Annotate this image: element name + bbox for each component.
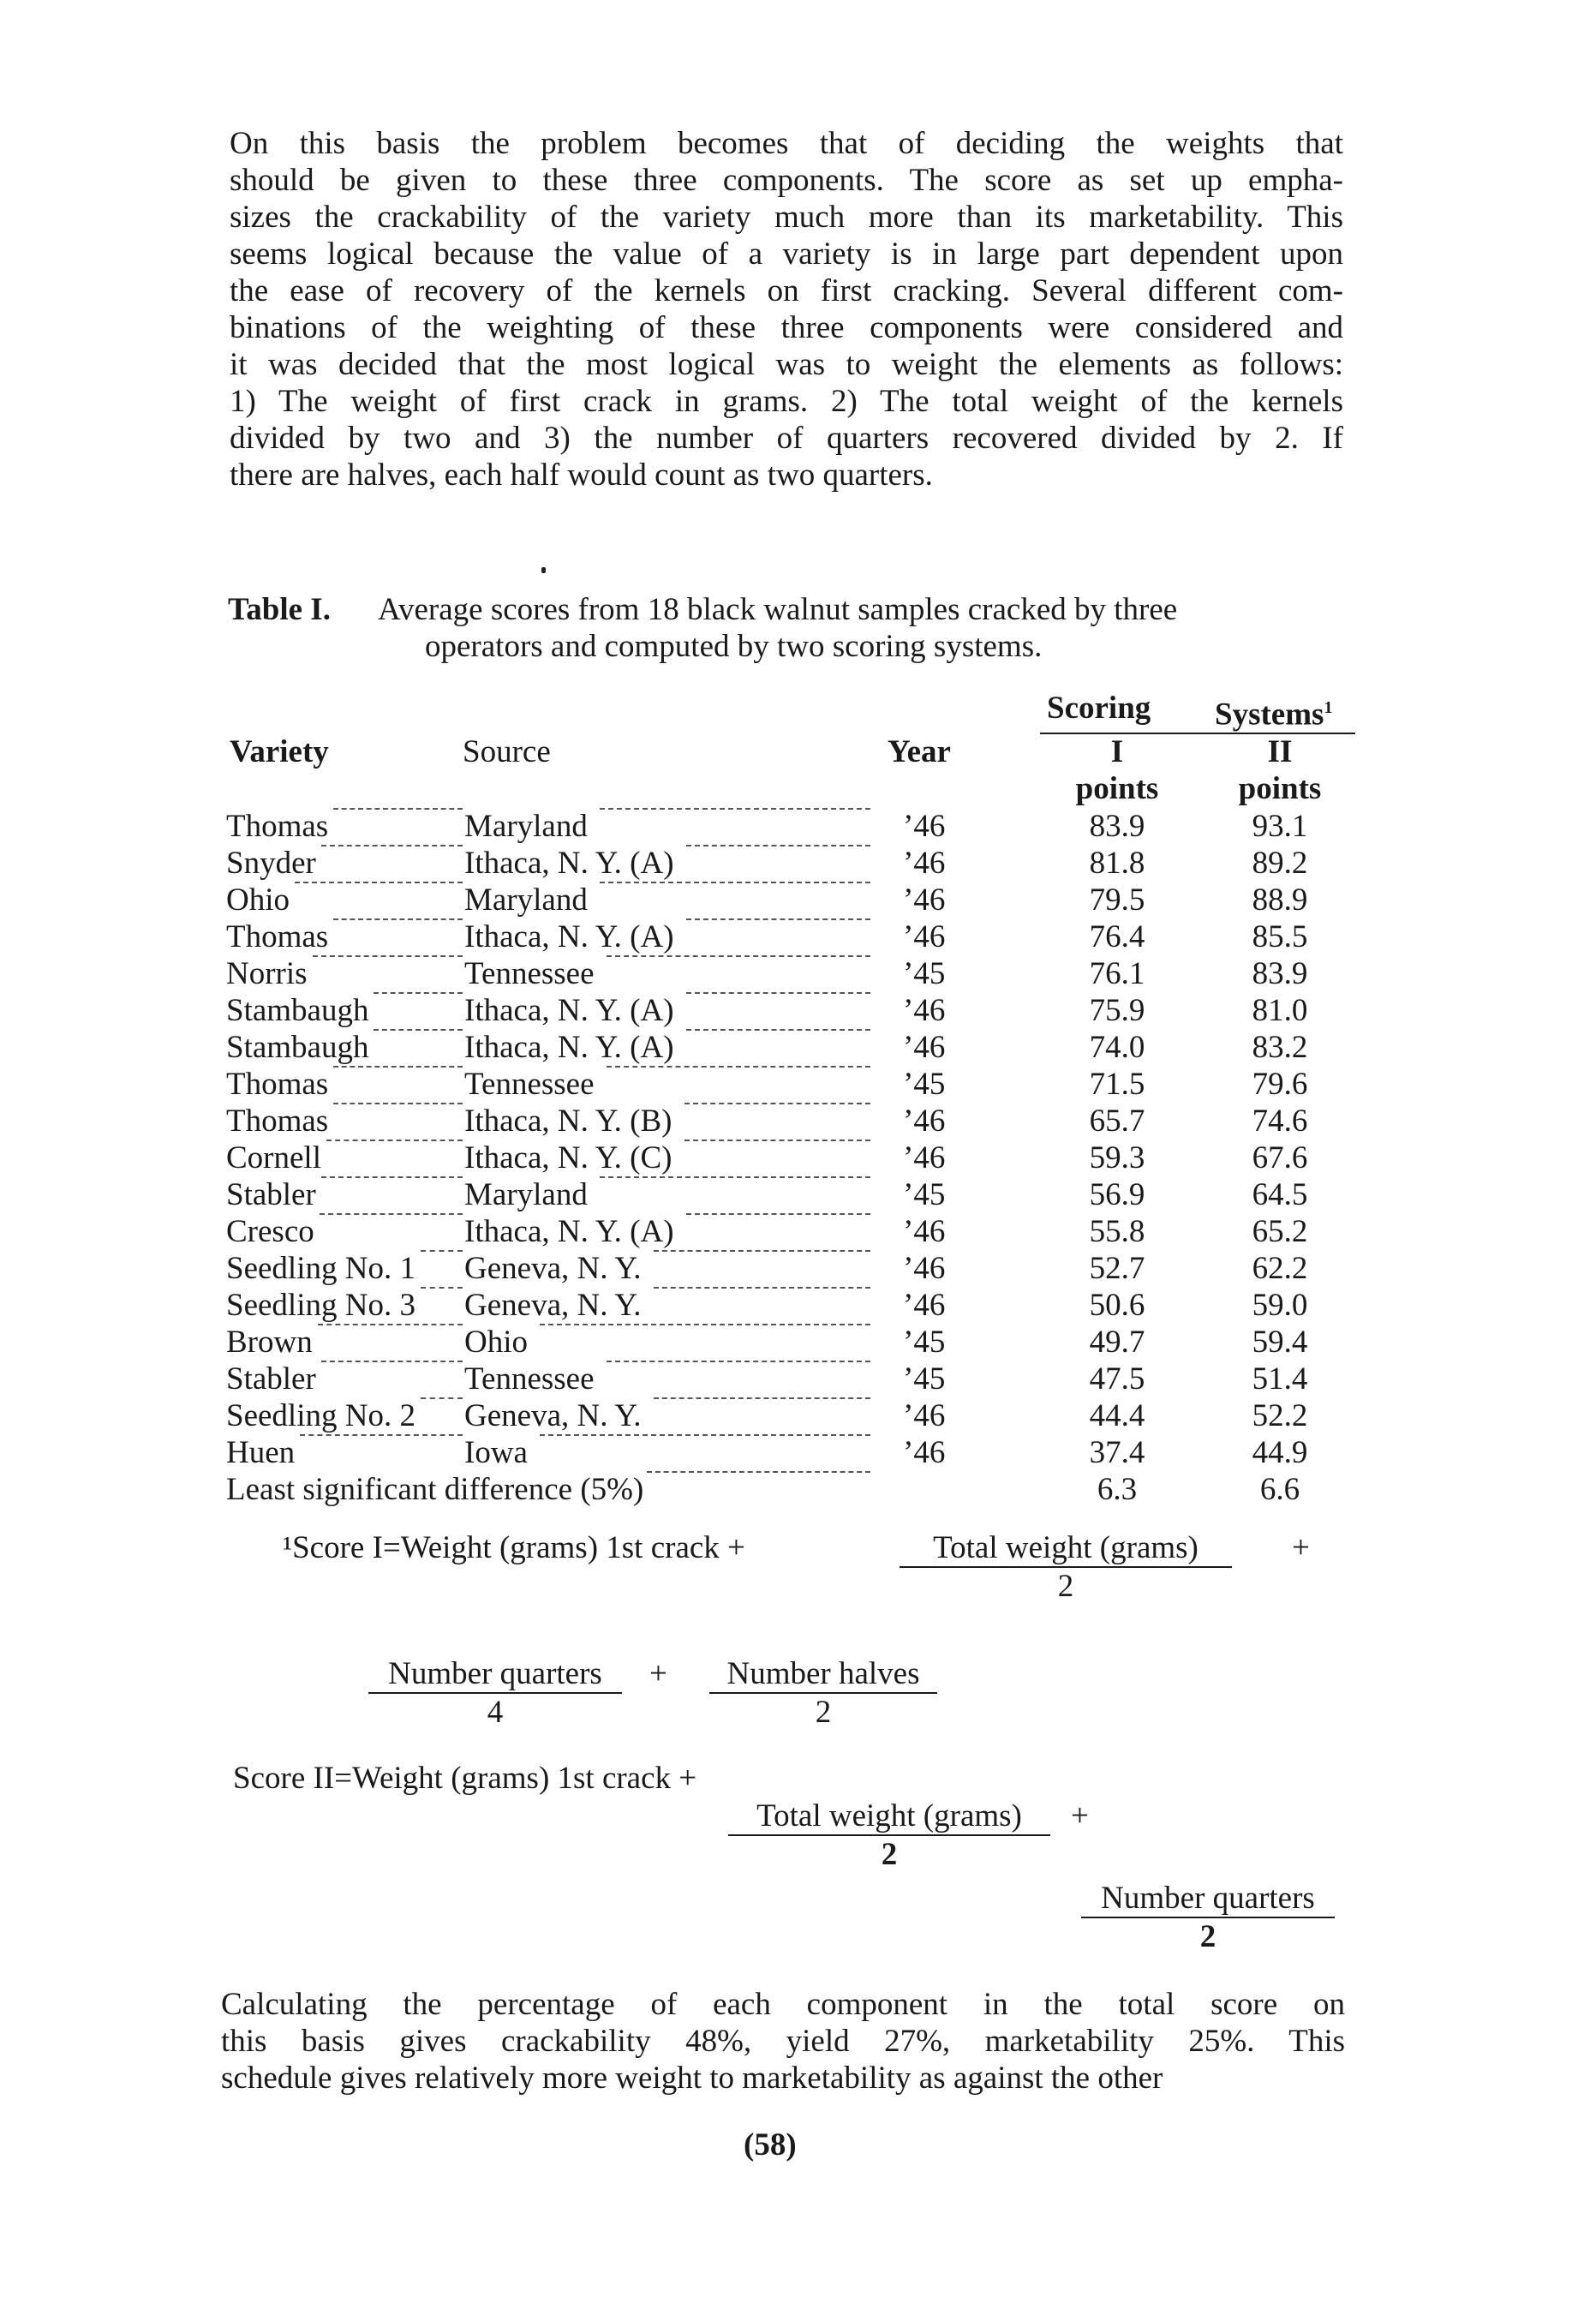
cell-source: Ithaca, N. Y. (A): [464, 1214, 674, 1249]
cell-year: ’46: [903, 1104, 946, 1139]
text-line: this basis gives crackability 48%, yield 27%, marketability 25%. This: [221, 2024, 1345, 2059]
table-label: Table I.: [228, 592, 331, 627]
cell-year: ’45: [903, 956, 946, 991]
dot-leader: [318, 1324, 463, 1325]
cell-source: Iowa: [464, 1435, 528, 1470]
cell-variety: Huen: [226, 1435, 296, 1470]
score-1-plus: +: [1292, 1530, 1310, 1565]
cell-variety: Cresco: [226, 1214, 314, 1249]
dot-leader: [421, 1287, 463, 1289]
cell-s2: 52.2: [1252, 1398, 1308, 1433]
dot-leader: [333, 1066, 463, 1068]
cell-s1: 50.6: [1089, 1288, 1145, 1323]
text-line: binations of the weighting of these three components were considered and: [230, 310, 1343, 345]
cell-s2: 74.6: [1252, 1104, 1308, 1139]
cell-source: Geneva, N. Y.: [464, 1398, 642, 1433]
cell-s2: 62.2: [1252, 1251, 1308, 1286]
header-col-2: II: [1267, 734, 1293, 769]
cell-source: Ithaca, N. Y. (A): [464, 846, 674, 881]
lsd-s1: 6.3: [1097, 1472, 1138, 1507]
table-caption: [228, 591, 1350, 664]
header-scoring: Scoring: [1047, 691, 1151, 726]
dot-leader: [421, 1250, 463, 1252]
cell-s2: 93.1: [1252, 809, 1308, 844]
score-1-fraction-quarters: Number quarters 4: [368, 1655, 622, 1731]
cell-s1: 59.3: [1089, 1140, 1145, 1175]
cell-variety: Seedling No. 2: [226, 1398, 415, 1433]
dot-leader: [654, 1287, 870, 1289]
table-row: [226, 1176, 1357, 1213]
dot-leader: [686, 845, 870, 846]
lsd-s2: 6.6: [1259, 1472, 1300, 1507]
cell-s2: 81.0: [1252, 993, 1308, 1028]
cell-year: ’46: [903, 1214, 946, 1249]
dot-leader: [321, 845, 463, 846]
dot-leader: [295, 882, 463, 883]
cell-s1: 44.4: [1089, 1398, 1145, 1433]
dot-leader: [374, 992, 463, 994]
dot-leader: [300, 1434, 463, 1436]
dot-leader: [654, 1397, 870, 1399]
dot-leader: [686, 1213, 870, 1215]
dot-leader: [654, 1250, 870, 1252]
text-line: Calculating the percentage of each component in the total score on: [221, 1987, 1345, 2022]
header-source: Source: [463, 734, 551, 769]
cell-year: ’46: [903, 846, 946, 881]
table-row: [226, 1434, 1357, 1471]
cell-source: Maryland: [464, 882, 588, 918]
dot-leader: [374, 1029, 463, 1031]
text-line: should be given to these three components. The score as set up empha-: [230, 163, 1343, 198]
cell-s2: 83.9: [1252, 956, 1308, 991]
dot-leader: [540, 1434, 870, 1436]
cell-source: Ithaca, N. Y. (A): [464, 993, 674, 1028]
text-line: there are halves, each half would count as two quarters.: [230, 458, 933, 493]
cell-s1: 79.5: [1089, 882, 1145, 918]
text-line: schedule gives relatively more weight to marketability as against the other: [221, 2061, 1163, 2096]
cell-source: Tennessee: [464, 1067, 595, 1102]
cell-year: ’46: [903, 1398, 946, 1433]
dot-leader: [686, 918, 870, 920]
cell-source: Ithaca, N. Y. (C): [464, 1140, 672, 1175]
header-year: Year: [888, 734, 951, 769]
cell-year: ’46: [903, 882, 946, 918]
cell-year: ’45: [903, 1361, 946, 1397]
score-2-fraction-quarters: Number quarters 2: [1081, 1880, 1335, 1955]
table-row: [226, 808, 1357, 845]
cell-s1: 71.5: [1089, 1067, 1145, 1102]
cell-s2: 67.6: [1252, 1140, 1308, 1175]
dot-leader: [333, 918, 463, 920]
cell-s1: 37.4: [1089, 1435, 1145, 1470]
cell-s2: 64.5: [1252, 1177, 1308, 1212]
systems-footnote-mark: 1: [1324, 698, 1333, 717]
cell-s2: 83.2: [1252, 1030, 1308, 1065]
cell-variety: Stabler: [226, 1361, 316, 1397]
score-1-plus-2: +: [649, 1656, 667, 1691]
cell-year: ’46: [903, 1435, 946, 1470]
dot-leader: [320, 1213, 463, 1215]
cell-s1: 76.1: [1089, 956, 1145, 991]
cell-variety: Seedling No. 1: [226, 1251, 415, 1286]
cell-year: ’45: [903, 1177, 946, 1212]
dot-leader: [540, 1324, 870, 1325]
cell-year: ’46: [903, 919, 946, 954]
cell-variety: Ohio: [226, 882, 290, 918]
cell-s1: 55.8: [1089, 1214, 1145, 1249]
cell-s2: 85.5: [1252, 919, 1308, 954]
header-units-1: points: [1075, 771, 1159, 806]
cell-year: ’46: [903, 993, 946, 1028]
dot-leader: [607, 955, 870, 957]
cell-s1: 81.8: [1089, 846, 1145, 881]
cell-variety: Cornell: [226, 1140, 321, 1175]
cell-year: ’45: [903, 1325, 946, 1360]
cell-s2: 59.0: [1252, 1288, 1308, 1323]
cell-variety: Stambaugh: [226, 993, 369, 1028]
score-2-prefix: Score II=Weight (grams) 1st crack +: [233, 1761, 697, 1796]
cell-s1: 76.4: [1089, 919, 1145, 954]
cell-variety: Stabler: [226, 1177, 316, 1212]
dot-leader: [333, 1103, 463, 1104]
dot-leader: [600, 882, 870, 883]
cell-s2: 51.4: [1252, 1361, 1308, 1397]
table-caption-line-1: Average scores from 18 black walnut samples cracked by three: [378, 592, 1178, 627]
score-1-prefix: ¹Score I=Weight (grams) 1st crack +: [283, 1530, 745, 1565]
dot-leader: [600, 1176, 870, 1178]
text-line: seems logical because the value of a variety is in large part dependent upon: [230, 236, 1343, 272]
cell-variety: Brown: [226, 1325, 313, 1360]
header-systems: Systems$^1$: [1215, 697, 1333, 733]
cell-s2: 88.9: [1252, 882, 1308, 918]
cell-s2: 79.6: [1252, 1067, 1308, 1102]
cell-year: ’45: [903, 1067, 946, 1102]
cell-s1: 47.5: [1089, 1361, 1145, 1397]
cell-variety: Stambaugh: [226, 1030, 369, 1065]
table-row: [226, 1029, 1357, 1066]
table-row: [226, 1397, 1357, 1434]
cell-s2: 89.2: [1252, 846, 1308, 881]
cell-s1: 75.9: [1089, 993, 1145, 1028]
cell-year: ’46: [903, 1030, 946, 1065]
cell-variety: Snyder: [226, 846, 316, 881]
cell-source: Geneva, N. Y.: [464, 1251, 642, 1286]
table-row: [226, 882, 1357, 918]
table-row: [226, 1213, 1357, 1250]
dot-leader: [326, 1140, 463, 1141]
header-units-2: points: [1238, 771, 1322, 806]
table-row: [226, 1250, 1357, 1287]
dot-leader: [313, 955, 463, 957]
text-line: the ease of recovery of the kernels on first cracking. Several different com-: [230, 273, 1343, 308]
cell-source: Maryland: [464, 809, 588, 844]
score-2-fraction-total-weight: Total weight (grams) 2: [728, 1798, 1050, 1873]
score-1-fraction-halves: Number halves 2: [709, 1655, 937, 1731]
lsd-row: [226, 1471, 1357, 1508]
cell-year: ’46: [903, 1140, 946, 1175]
dot-leader: [421, 1397, 463, 1399]
cell-s2: 44.9: [1252, 1435, 1308, 1470]
cell-source: Tennessee: [464, 956, 595, 991]
cell-s1: 52.7: [1089, 1251, 1145, 1286]
cell-s1: 56.9: [1089, 1177, 1145, 1212]
cell-s2: 65.2: [1252, 1214, 1308, 1249]
dot-leader: [686, 992, 870, 994]
cell-s1: 49.7: [1089, 1325, 1145, 1360]
cell-variety: Thomas: [226, 1104, 329, 1139]
dot-leader: [333, 808, 463, 810]
dot-leader: [686, 1029, 870, 1031]
text-line: 1) The weight of first crack in grams. 2) The total weight of the kernels: [230, 384, 1343, 419]
page-number: (58): [744, 2127, 797, 2162]
dot-leader: [684, 1103, 870, 1104]
cell-year: ’46: [903, 1251, 946, 1286]
header-col-1: I: [1110, 734, 1124, 769]
table-row: [226, 1140, 1357, 1176]
dot-leader: [607, 1066, 870, 1068]
dot-leader: [600, 808, 870, 810]
dot-leader: [607, 1361, 870, 1362]
cell-year: ’46: [903, 809, 946, 844]
cell-s1: 74.0: [1089, 1030, 1145, 1065]
dot-leader: [684, 1140, 870, 1141]
dot-leader: [647, 1471, 870, 1473]
cell-variety: Thomas: [226, 809, 329, 844]
intro-paragraph: [230, 125, 1343, 494]
cell-source: Ohio: [464, 1325, 528, 1360]
table-row: [226, 992, 1357, 1029]
score-1-fraction-total-weight: Total weight (grams) 2: [900, 1529, 1232, 1605]
cell-variety: Norris: [226, 956, 308, 991]
cell-s1: 65.7: [1089, 1104, 1145, 1139]
table-body: [226, 808, 1357, 1508]
text-line: it was decided that the most logical was to weight the elements as follows:: [230, 347, 1343, 382]
cell-source: Ithaca, N. Y. (A): [464, 919, 674, 954]
cell-source: Ithaca, N. Y. (B): [464, 1104, 672, 1139]
dot-leader: [321, 1361, 463, 1362]
text-line: sizes the crackability of the variety much more than its marketability. This: [230, 200, 1343, 235]
cell-source: Ithaca, N. Y. (A): [464, 1030, 674, 1065]
table-caption-line-2: operators and computed by two scoring systems.: [425, 629, 1043, 664]
cell-source: Tennessee: [464, 1361, 595, 1397]
score-2-plus: +: [1071, 1798, 1089, 1833]
cell-variety: Seedling No. 3: [226, 1288, 415, 1323]
table-row: [226, 1103, 1357, 1140]
cell-source: Maryland: [464, 1177, 588, 1212]
dot-leader: [321, 1176, 463, 1178]
table-row: [226, 955, 1357, 992]
cell-variety: Thomas: [226, 1067, 329, 1102]
text-line: divided by two and 3) the number of quarters recovered divided by 2. If: [230, 421, 1343, 456]
lsd-label: Least significant difference (5%): [226, 1472, 644, 1507]
closing-paragraph: [221, 1986, 1345, 2097]
print-speck: [541, 567, 546, 573]
table-row: [226, 918, 1357, 955]
cell-year: ’46: [903, 1288, 946, 1323]
table-row: [226, 1066, 1357, 1103]
cell-s2: 59.4: [1252, 1325, 1308, 1360]
table-row: [226, 845, 1357, 882]
table-row: [226, 1361, 1357, 1397]
cell-source: Geneva, N. Y.: [464, 1288, 642, 1323]
header-variety: Variety: [230, 734, 329, 769]
text-line: On this basis the problem becomes that of deciding the weights that: [230, 126, 1343, 161]
cell-variety: Thomas: [226, 919, 329, 954]
cell-s1: 83.9: [1089, 809, 1145, 844]
table-row: [226, 1287, 1357, 1324]
table-row: [226, 1324, 1357, 1361]
